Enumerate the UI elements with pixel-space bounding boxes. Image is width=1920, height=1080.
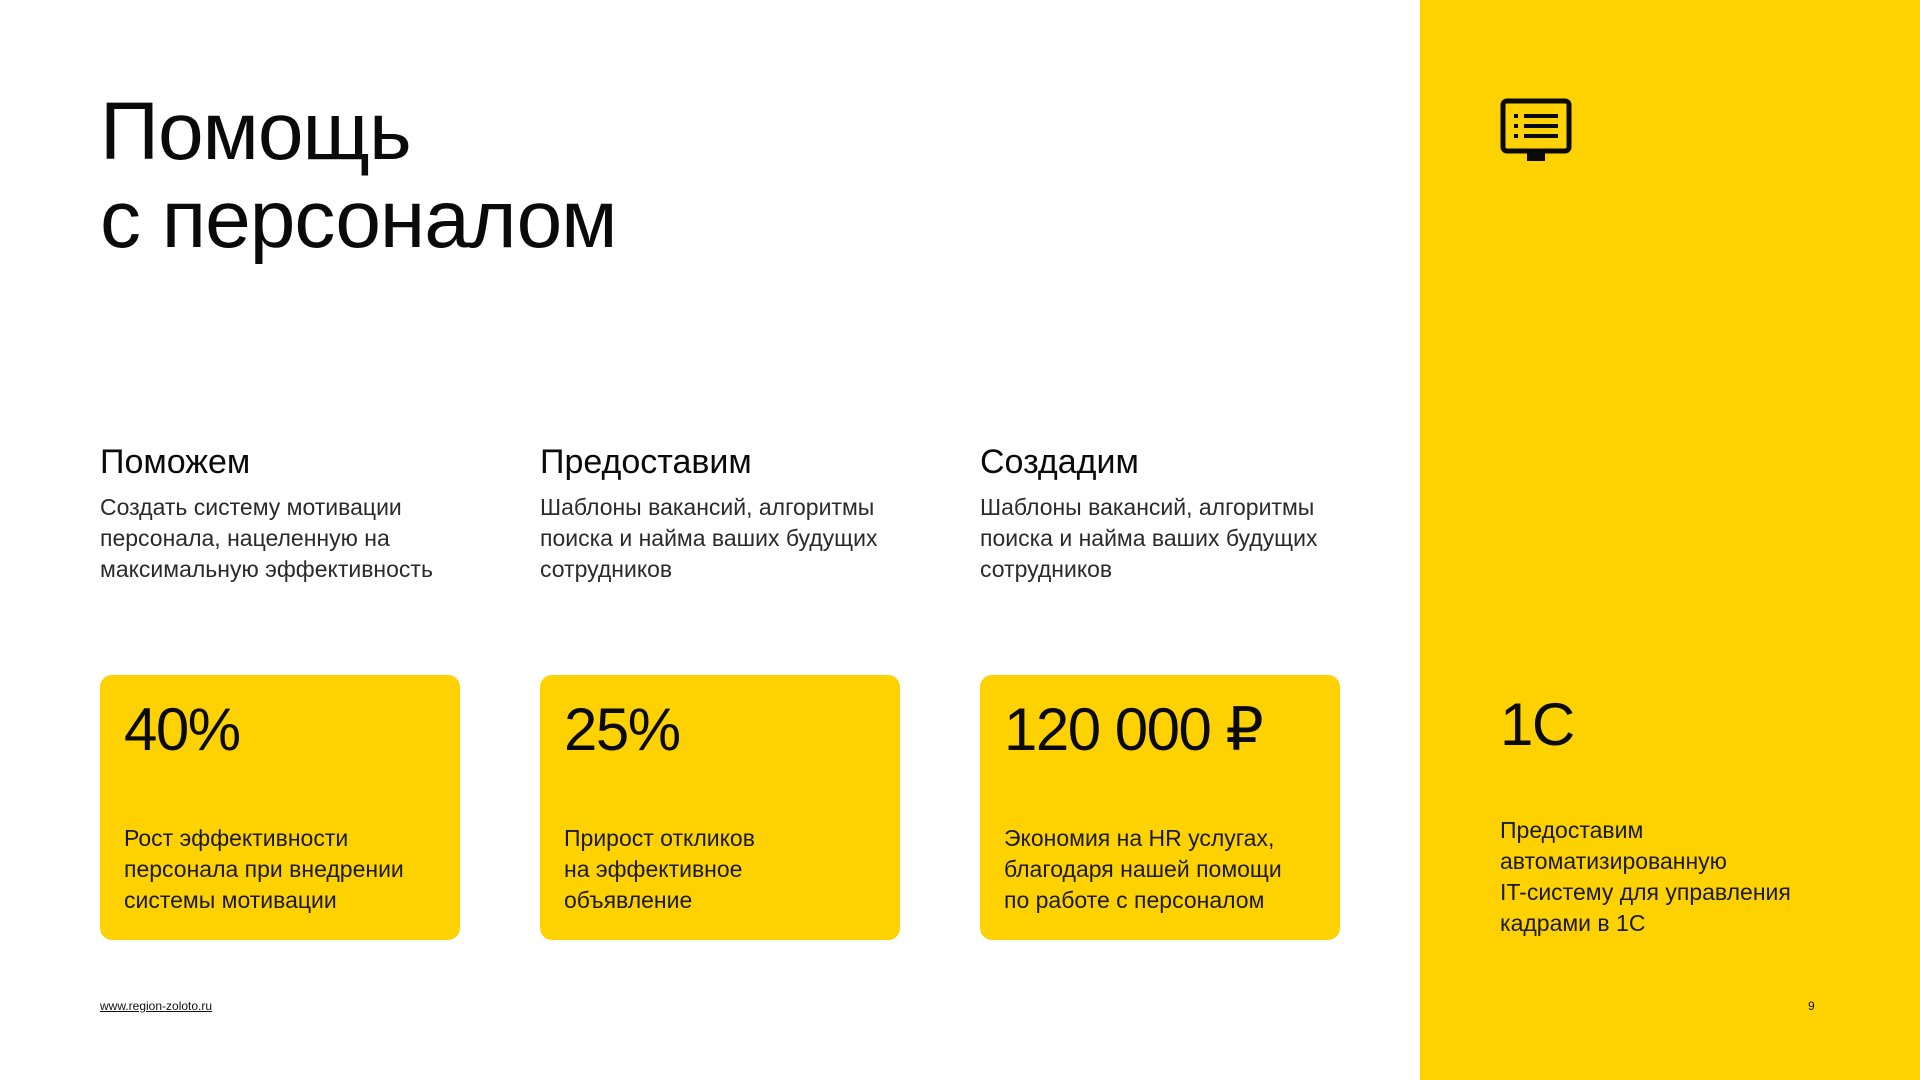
stat-description: Экономия на HR услугах, благодаря нашей помощи по работе с персоналом [1004, 825, 1282, 913]
page-title: Помощь с персоналом [100, 86, 617, 265]
stat-description: Прирост откликов на эффективное объявление [564, 825, 755, 913]
stat-value: 40% [124, 696, 240, 763]
stat-card-motivation [100, 675, 460, 940]
stat-value: 120 000 ₽ [1004, 696, 1263, 763]
column-create [980, 440, 1360, 585]
column-text: Создать систему мотивации персонала, нацеленную на максимальную эффективность [100, 494, 433, 582]
stat-value: 25% [564, 696, 680, 763]
column-heading: Поможем [100, 443, 251, 481]
column-text: Шаблоны вакансий, алгоритмы поиска и найма ваших будущих сотрудников [540, 494, 878, 582]
sidebar-description: Предоставим автоматизированную IT-систему для управления кадрами в 1С [1500, 817, 1791, 936]
column-heading: Создадим [980, 443, 1139, 481]
footer-website-link[interactable]: www.region-zoloto.ru [100, 999, 213, 1013]
column-provide [540, 440, 920, 585]
stat-card-responses [540, 675, 900, 940]
stat-card-savings [980, 675, 1340, 940]
page-number: 9 [1808, 999, 1815, 1013]
sidebar-panel [1420, 0, 1920, 1080]
stat-description: Рост эффективности персонала при внедрении системы мотивации [124, 825, 404, 913]
column-help [100, 440, 480, 585]
monitor-list-icon [1500, 98, 1572, 164]
column-text: Шаблоны вакансий, алгоритмы поиска и найма ваших будущих сотрудников [980, 494, 1318, 582]
sidebar-value: 1С [1500, 691, 1574, 758]
column-heading: Предоставим [540, 443, 752, 481]
